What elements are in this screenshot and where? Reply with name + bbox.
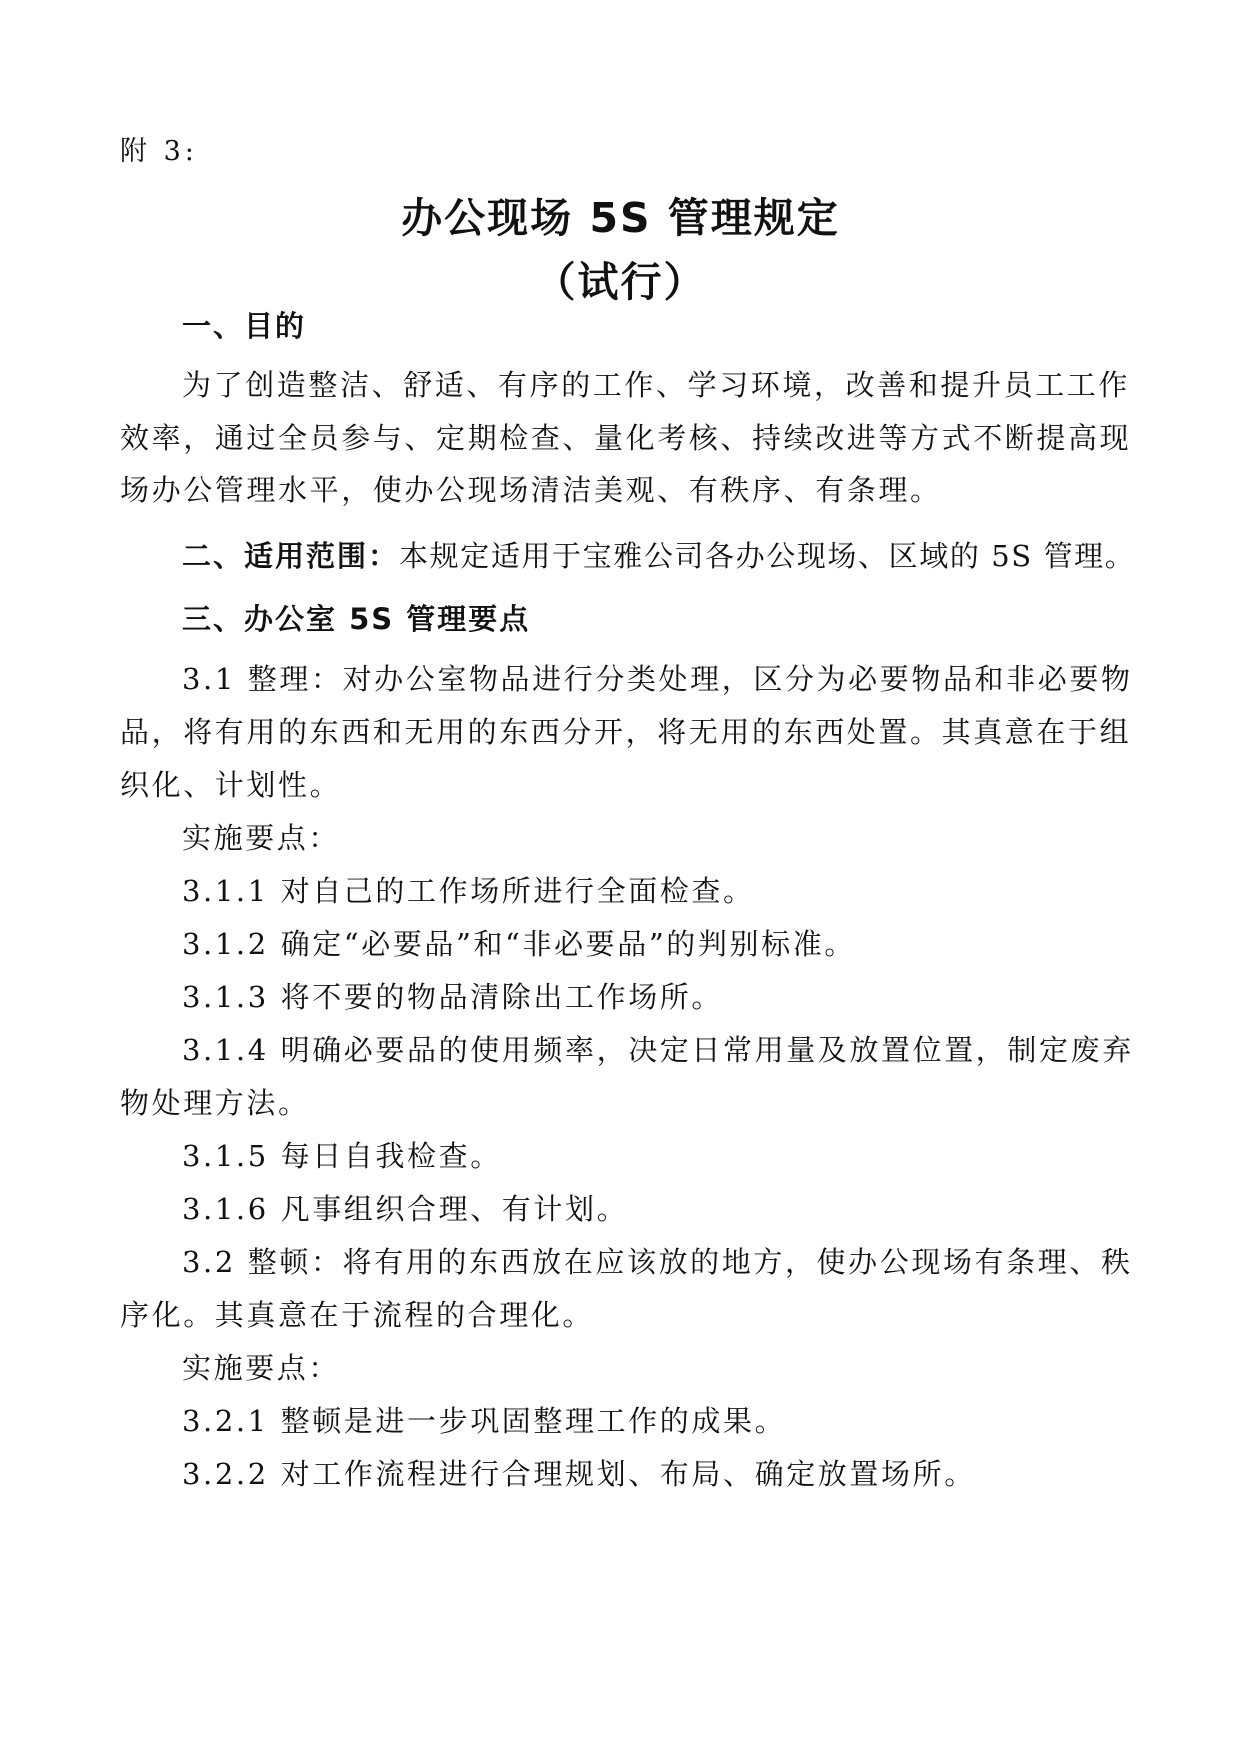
item-3-1-line-1: 3.1 整理：对办公室物品进行分类处理，区分为必要物品和非必要物 — [182, 662, 1133, 696]
section-heading-purpose: 一、目的 — [182, 309, 307, 343]
item-3-2-implementation-label: 实施要点： — [182, 1351, 341, 1385]
document-subtitle: （试行） — [534, 258, 707, 306]
purpose-paragraph-line-1: 为了创造整洁、舒适、有序的工作、学习环境，改善和提升员工工作 — [182, 368, 1131, 402]
item-3-1-5: 3.1.5 每日自我检查。 — [182, 1139, 502, 1173]
item-3-1-3: 3.1.3 将不要的物品清除出工作场所。 — [182, 980, 724, 1014]
scope-text: 本规定适用于宝雅公司各办公现场、区域的 5S 管理。 — [399, 539, 1136, 573]
item-3-1-1: 3.1.1 对自己的工作场所进行全面检查。 — [182, 874, 755, 908]
item-3-1-line-3: 织化、计划性。 — [120, 768, 342, 802]
item-3-2-line-1: 3.2 整顿：将有用的东西放在应该放的地方，使办公现场有条理、秩 — [182, 1245, 1133, 1279]
purpose-paragraph-line-2: 效率，通过全员参与、定期检查、量化考核、持续改进等方式不断提高现 — [120, 421, 1132, 455]
section-heading-scope: 二、适用范围： — [182, 539, 400, 573]
attachment-label: 附 3: — [120, 136, 198, 167]
scope-paragraph — [182, 536, 1135, 576]
section-heading-key-points: 三、办公室 5S 管理要点 — [182, 602, 531, 636]
item-3-2-2: 3.2.2 对工作流程进行合理规划、布局、确定放置场所。 — [182, 1457, 976, 1491]
purpose-paragraph-line-3: 场办公管理水平，使办公现场清洁美观、有秩序、有条理。 — [120, 473, 942, 507]
item-3-1-2: 3.1.2 确定“必要品”和“非必要品”的判别标准。 — [182, 927, 856, 961]
item-3-1-line-2: 品，将有用的东西和无用的东西分开，将无用的东西处置。其真意在于组 — [120, 715, 1132, 749]
item-3-1-implementation-label: 实施要点： — [182, 821, 341, 855]
item-3-2-line-2: 序化。其真意在于流程的合理化。 — [120, 1298, 595, 1332]
item-3-2-1: 3.2.1 整顿是进一步巩固整理工作的成果。 — [182, 1404, 787, 1438]
item-3-1-6: 3.1.6 凡事组织合理、有计划。 — [182, 1192, 629, 1226]
document-title: 办公现场 5S 管理规定 — [401, 194, 840, 242]
item-3-1-4-line-1: 3.1.4 明确必要品的使用频率，决定日常用量及放置位置，制定废弃 — [182, 1033, 1134, 1067]
item-3-1-4-line-2: 物处理方法。 — [120, 1086, 310, 1120]
